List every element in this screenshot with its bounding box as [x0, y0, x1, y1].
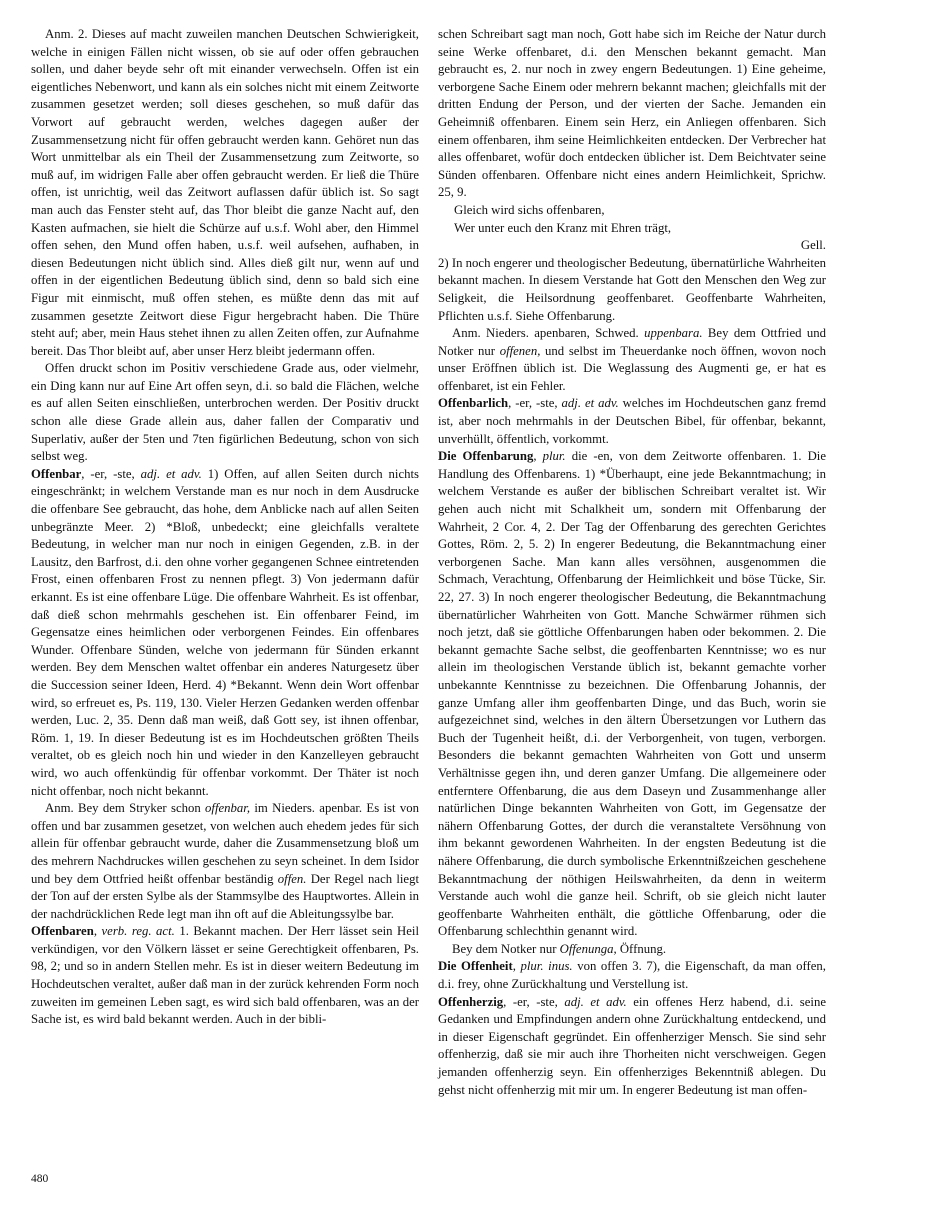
italic-word: Offenunga,: [559, 941, 617, 956]
text: Öffnung.: [616, 941, 667, 956]
grammar-label: adj. et adv.: [561, 396, 619, 411]
text: Der Regel nach liegt der Ton auf der ersten Sylbe als der Stammsylbe des Hauptwortes. Allein in der nachdrücklichen Rede legt man ihn oft auf die Ableitungssylbe bar.: [31, 871, 419, 921]
grammar-label: plur. inus.: [520, 959, 573, 974]
paragraph-positiv: Offen druckt schon im Positiv verschiedene Grade aus, oder vielmehr, ein Ding kann nur auf Eine Art offen seyn, d.i. so bald die Flächen, welche es auf allen Seiten einschließen, unterbrochen werden. Der Positiv druckt schon alle diese Grade allein aus, daher fallen der Comparativ und Superlativ, außer der 5ten und 7ten figürlichen Bedeutung, schon von sich selbst weg.: [31, 361, 419, 464]
definition: von offen 3. 7), die Eigenschaft, da man offen, d.i. frey, ohne Zurückhaltung und Verstellung ist.: [438, 959, 826, 992]
definition: die -en, von dem Zeitworte offenbaren. 1. Die Handlung des Offenbarens. 1) *Überhaupt, eine jede Bekanntmachung; in welchem Verstande es außer der biblischen Schreibart veraltet ist. Wir gehen auch nicht mit Schalkheit um, sondern mit Offenbarung der Wahrheit, 2 Cor. 4, 2. Der Tag der Offenbarung des gerechten Gerichtes Gottes, Röm. 2, 5. 2) In engerer Bedeutung, die Bekanntmachung einer verborgenen Sache. Man kann alles versöhnen, ausgenommen die Schmach, Verachtung, Offenbarung der Heimlichkeit und böse Tücke, Sir. 22, 27. 3) In noch engerer theologischer Bedeutung, die Bekanntmachung übernatürlicher Wahrheiten von Gott. Manche Schwärmer rühmen sich noch jetzt, daß sie göttliche Offenbarungen haben oder bekommen. 2. Die bekannt gemachte Sache selbst, die geoffenbarten Kenntnisse; wo es nur allein im theologischen Verstande üblich ist, bekannt gemachte vorher unbekannte Kenntnisse zu bezeichnen. Die Offenbarung Johannis, der ganze Umfang aller ihm geoffenbarten Dinge, und das Buch, worin sie aufgezeichnet sind, welches in den ältern Übersetzungen vor Luthern das Buch der Tugenheit heißt, d.i. der Verborgenheit, von tugen, verborgen. Besonders die bekannt gemachten Wahrheiten von Gott und unserm Verhältnisse gegen ihn, und deren ganzer Umfang. Die allgemeinere oder entferntere Offenbarung, die aus dem Daseyn und Zusammenhange aller natürlichen Dinge bekannten Wahrheiten von Gott, im Gegensatze der nähern Offenbarung Gottes, der durch die veranstaltete Versöhnung von ihm bekannt gewordenen Wahrheiten. In der engsten Bedeutung ist die nähere Offenbarung, die durch symbolische Erkenntnißzeichen geschehene Bekanntmachung der nöthigen Heilswahrheiten, da denn in weiterm Verstande auch wohl die ganze heil. Schrift, ob sie gleich nicht lauter geoffenbarte Wahrheiten enthält, die göttliche Offenbarung, oder die Offenbarung schlechthin genannt wird.: [438, 449, 827, 939]
entry-offenbarung: Die Offenbarung, plur. die -en, von dem Zeitworte offenbaren. 1. Die Handlung des Offenbarens. 1) *Überhaupt, eine jede Bekanntmachung; in welchem Verstande es außer der biblischen Schreibart veraltet ist. Wir gehen auch nicht mit Schalkheit um, sondern mit Offenbarung der Wahrheit, 2 Cor. 4, 2. Der Tag der Offenbarung des gerechten Gerichtes Gottes, Röm. 2, 5. 2) In engerer Bedeutung, die Bekanntmachung einer verborgenen Sache. Man kann alles versöhnen, ausgenommen die Schmach, Verachtung, Offenbarung der Heimlichkeit und böse Tücke, Sir. 22, 27. 3) In noch engerer theologischer Bedeutung, die Bekanntmachung übernatürlicher Wahrheiten von Gott. Manche Schwärmer rühmen sich noch jetzt, daß sie göttliche Offenbarungen haben oder bekommen. 2. Die bekannt gemachte Sache selbst, die geoffenbarten Kenntnisse; wo es nur allein im theologischen Verstande üblich ist, bekannt gemachte vorher unbekannte Kenntnisse zu bezeichnen. Die Offenbarung Johannis, der ganze Umfang aller ihm geoffenbarten Dinge, und das Buch, worin sie aufgezeichnet sind, welches in den ältern Übersetzungen vor Luthern das Buch der Tugenheit heißt, d.i. der Verborgenheit, von tugen, verborgen. Besonders die bekannt gemachten Wahrheiten von Gott und unserm Verhältnisse gegen ihn, und deren ganzer Umfang. Die allgemeinere oder entferntere Offenbarung, die aus dem Daseyn und Zusammenhange aller natürlichen Dinge bekannten Wahrheiten von Gott, im Gegensatze der nähern Offenbarung Gottes, der durch die veranstaltete Versöhnung von ihm bekannt gewordenen Wahrheiten. In der engsten Bedeutung ist die nähere Offenbarung, die durch symbolische Erkenntnißzeichen geschehene Bekanntmachung der nöthigen Heilswahrheiten, da denn in weiterm Verstande auch wohl die ganze heil. Schrift, ob sie gleich nicht lauter geoffenbarte Wahrheiten enthält, die göttliche Offenbarung, oder die Offenbarung schlechthin genannt wird.: [438, 449, 827, 939]
definition: welches im Hochdeutschen ganz fremd ist, aber noch mehrmahls in der Deutschen Bibel, für offenbar, bekannt, unverhüllt, öffentlich, vorkommt.: [438, 396, 826, 446]
entry-offenbaren-sense-2: 2) In noch engerer und theologischer Bedeutung, übernatürliche Wahrheiten bekannt machen. In diesem Verstande hat Gott den Menschen den Weg zur Seligkeit, die Heilsordnung geoffenbaret. Geoffenbarte Wahrheiten, Pflichten u.s.f. Siehe Offenbarung.: [438, 255, 826, 323]
italic-word: uppenbara.: [644, 326, 703, 341]
text: Anm. Bey dem Stryker schon: [45, 801, 206, 816]
entry-offenheit: Die Offenheit, plur. inus. von offen 3. 7), die Eigenschaft, da man offen, d.i. frey, ohne Zurückhaltung und Verstellung ist.: [438, 959, 826, 992]
right-column: [438, 26, 826, 1099]
definition: 1) Offen, auf allen Seiten durch nichts eingeschränkt; in welchem Verstande man es nur noch in dem Ausdrucke die offenbare See gebraucht, das hohe, dem Anblicke nach auf allen Seiten unbegränzte Meer. 2) *Bloß, unbedeckt; eine gleichfalls veraltete Bedeutung, in welcher man nur noch in einigen Gegenden, z.B. in der Lausitz, den Barfrost, d.i. den ohne vorher gegangenen Schnee eintretenden Frost, einen offenbaren Frost zu nennen pflegt. 3) Von jedermann dafür erkannt. Es ist eine offenbare Lüge. Die offenbare Wahrheit. Es ist offenbar, daß dieß schon mehrmahls geschehen ist. Ein offenbarer Feind, im Gegensatze eines heimlichen oder verborgenen Feindes. Ein offenbares Wunder. Offenbare Sünden, welche von jedermann für Sünden erkannt werden. Bey dem Menschen waltet offenbar ein anderes Naturgesetz über die Succession seiner Ideen, Herd. 4) *Bekannt. Wenn dein Wort offenbar wird, so erfreuet es, Ps. 119, 130. Vieler Herzen Gedanken werden offenbar werden, Luc. 2, 35. Denn daß man weiß, daß Gott sey, ist ihnen offenbar, Röm. 1, 19. In dieser Bedeutung ist es im Hochdeutschen größten Theils veraltet, ob es gleich noch hin und wieder in den Kanzelleyen gebraucht wird, wo auch offenkündig für offenbar vorkommt. Der Thäter ist noch nicht offenbar, noch nicht bekannt.: [31, 466, 419, 798]
text: Anm. Nieders. apenbaren, Schwed.: [452, 326, 645, 341]
text: Bey dem Notker nur: [452, 941, 560, 956]
inflection: , -er, -ste,: [503, 994, 565, 1009]
grammar-label: adj. et adv.: [564, 994, 627, 1009]
headword: Offenherzig: [438, 994, 504, 1009]
verse-line-2: Wer unter euch den Kranz mit Ehren trägt,: [454, 220, 672, 235]
headword: Offenbarlich: [438, 396, 509, 411]
note-anm-offenbar: [31, 800, 419, 923]
verse-line-1: Gleich wird sichs offenbaren,: [454, 202, 605, 217]
grammar-label: plur.: [542, 449, 566, 464]
grammar-label: verb. reg. act.: [101, 924, 175, 939]
note-notker: [438, 941, 826, 959]
note-anm-2: Anm. 2. Dieses auf macht zuweilen manchen Deutschen Schwierigkeit, welche in einigen Fällen nicht wissen, ob sie auf oder offen gebrauchen sollen, und daher beyde sehr oft mit einander verwechseln. Offen ist ein eigentliches Nebenwort, und kann als ein solches nicht mit einem Zeitworte zusammen gesetzet werden; soll dieses geschehen, so muß dafür das Vorwort auf gebraucht werden, welches dagegen außer der Zusammensetzung nicht für offen gebraucht werden kann. Gehöret nun das Wort unmittelbar als ein Theil der Zusammensetzung zum Zeitworte, so muß auf, im widrigen Falle aber offen gebraucht werden. Er ließ die Thüre offen, ist unrichtig, weil das Zeitwort auflassen dafür üblich ist. So sagt man auch das Fenster steht auf, das Thor bleibt die ganze Nacht auf, den Kasten aufmachen, sie hielt die Schürze auf u.s.f. Wohl aber, den Himmel offen sehen, den Mund offen haben, u.s.f. weil aufsehen, aufhaben, in diesen Bedeutungen nicht üblich sind. Alles dieß gilt nur, wenn auf und offen in der eigentlichen Bedeutung üblich sind, denn so bald sich eine Figur mit einmischt, muß offen stehen, es müßte denn das mit auf zusammen gesetzte Zeitwort diese Figur hergebracht haben. Die Thüre steht auf; aber, mein Haus stehet ihnen zu allen Zeiten offen, zur Aufnahme bereit. Das Thor bleibt auf, aber unser Herz bleibt jedermann offen.: [31, 27, 419, 358]
grammar-label: adj. et adv.: [140, 466, 202, 481]
italic-word: offen.: [277, 871, 307, 886]
entry-offenbaren-continued: schen Schreibart sagt man noch, Gott habe sich im Reiche der Natur durch seine Werke offenbaret, d.i. den Menschen bekannt gemacht. Man gebraucht es, 2. nur noch in zwey engern Bedeutungen. 1) Eine geheime, verborgene Sache Einem oder mehrern bekannt machen; gleichfalls mit der dritten Endung der Person, und der vierten der Sache. Jemanden ein Geheimniß offenbaren. Einem sein Herz, ein Anliegen offenbaren. Sich einem offenbaren, ihm seine Heimlichkeiten entdecken. Der Verbrecher hat alles offenbaret, wofür doch entdecken üblicher ist. Dem Beichtvater seine Sünden offenbaren. Offenbare nicht eines andern Heimlichkeit, Sprichw. 25, 9.: [438, 27, 826, 200]
headword: Die Offenbarung: [438, 449, 534, 464]
italic-word: offenbar,: [205, 801, 251, 816]
definition: ein offenes Herz habend, d.i. seine Gedanken und Empfindungen andern ohne Zurückhaltung entdeckend, und in dieser Eigenschaft gegründet. Ein offenherziger Mensch. Sie sind sehr offenherzig, daß sie mir auch ihre Thorheiten nicht verschweigen. Gegen jemanden offenherzig seyn. Ein offenherziges Bekenntniß ablegen. Du gehst nicht offenherzig mit mir um. In engerer Bedeutung ist man offen-: [438, 994, 826, 1097]
entry-offenbar: [31, 466, 419, 800]
italic-word: offenen,: [499, 343, 541, 358]
page-number: 480: [31, 1173, 49, 1185]
text: und selbst im Theuerdanke noch öffnen, wovon noch unser Eröffnen üblich ist. Die Weglassung des Augmenti ge, er hat es offenbaret, ist ein Fehler.: [438, 343, 826, 393]
definition: 1. Bekannt machen. Der Herr lässet sein Heil verkündigen, vor den Völkern lässet er seine Gerechtigkeit offenbaren, Ps. 98, 2; und so in andern Stellen mehr. Es ist in dieser weitern Bedeutung im Hochdeutschen veraltet, außer daß man in der zurück kehrenden Form noch zuweiten im gemeinen Leben sagt, es wird sich bald offenbaren, was an der Sache ist, es wird bald bekannt werden. Auch in der bibli-: [31, 924, 419, 1027]
inflection: , -er, -ste,: [508, 396, 562, 411]
entry-offenherzig: [438, 994, 826, 1100]
entry-offenbaren: Offenbaren, verb. reg. act. 1. Bekannt machen. Der Herr lässet sein Heil verkündigen, vor den Völkern lässet er seine Gerechtigkeit offenbaren, Ps. 98, 2; und so in andern Stellen mehr. Es ist in dieser weitern Bedeutung im Hochdeutschen veraltet, außer daß man in der zurück kehrenden Form noch zuweiten im gemeinen Leben sagt, es wird sich bald offenbaren, was an der Sache ist, es wird bald bekannt werden. Auch in der bibli-: [31, 924, 419, 1027]
headword: Die Offenheit: [438, 959, 513, 974]
text: im Nieders. apenbar. Es ist von offen und bar zusammen gesetzet, von welchen auch ehedem jedes für sich allein für offenbar gebraucht wurde, daher die Zusammensetzung bloß um des mehrern Nachdruckes willen geschehen zu seyn scheinet. In dem Isidor und bey dem Ottfried heißt offenbar beständig: [31, 801, 419, 886]
entry-offenbarlich: [438, 395, 826, 448]
headword: Offenbaren: [31, 924, 94, 939]
left-column: [31, 26, 419, 1029]
verse-source: Gell.: [800, 238, 826, 253]
note-anm-offenbaren: [438, 325, 826, 395]
inflection: , -er, -ste,: [81, 466, 141, 481]
headword: Offenbar: [31, 466, 82, 481]
text: Bey dem Ottfried und Notker nur: [438, 326, 826, 358]
